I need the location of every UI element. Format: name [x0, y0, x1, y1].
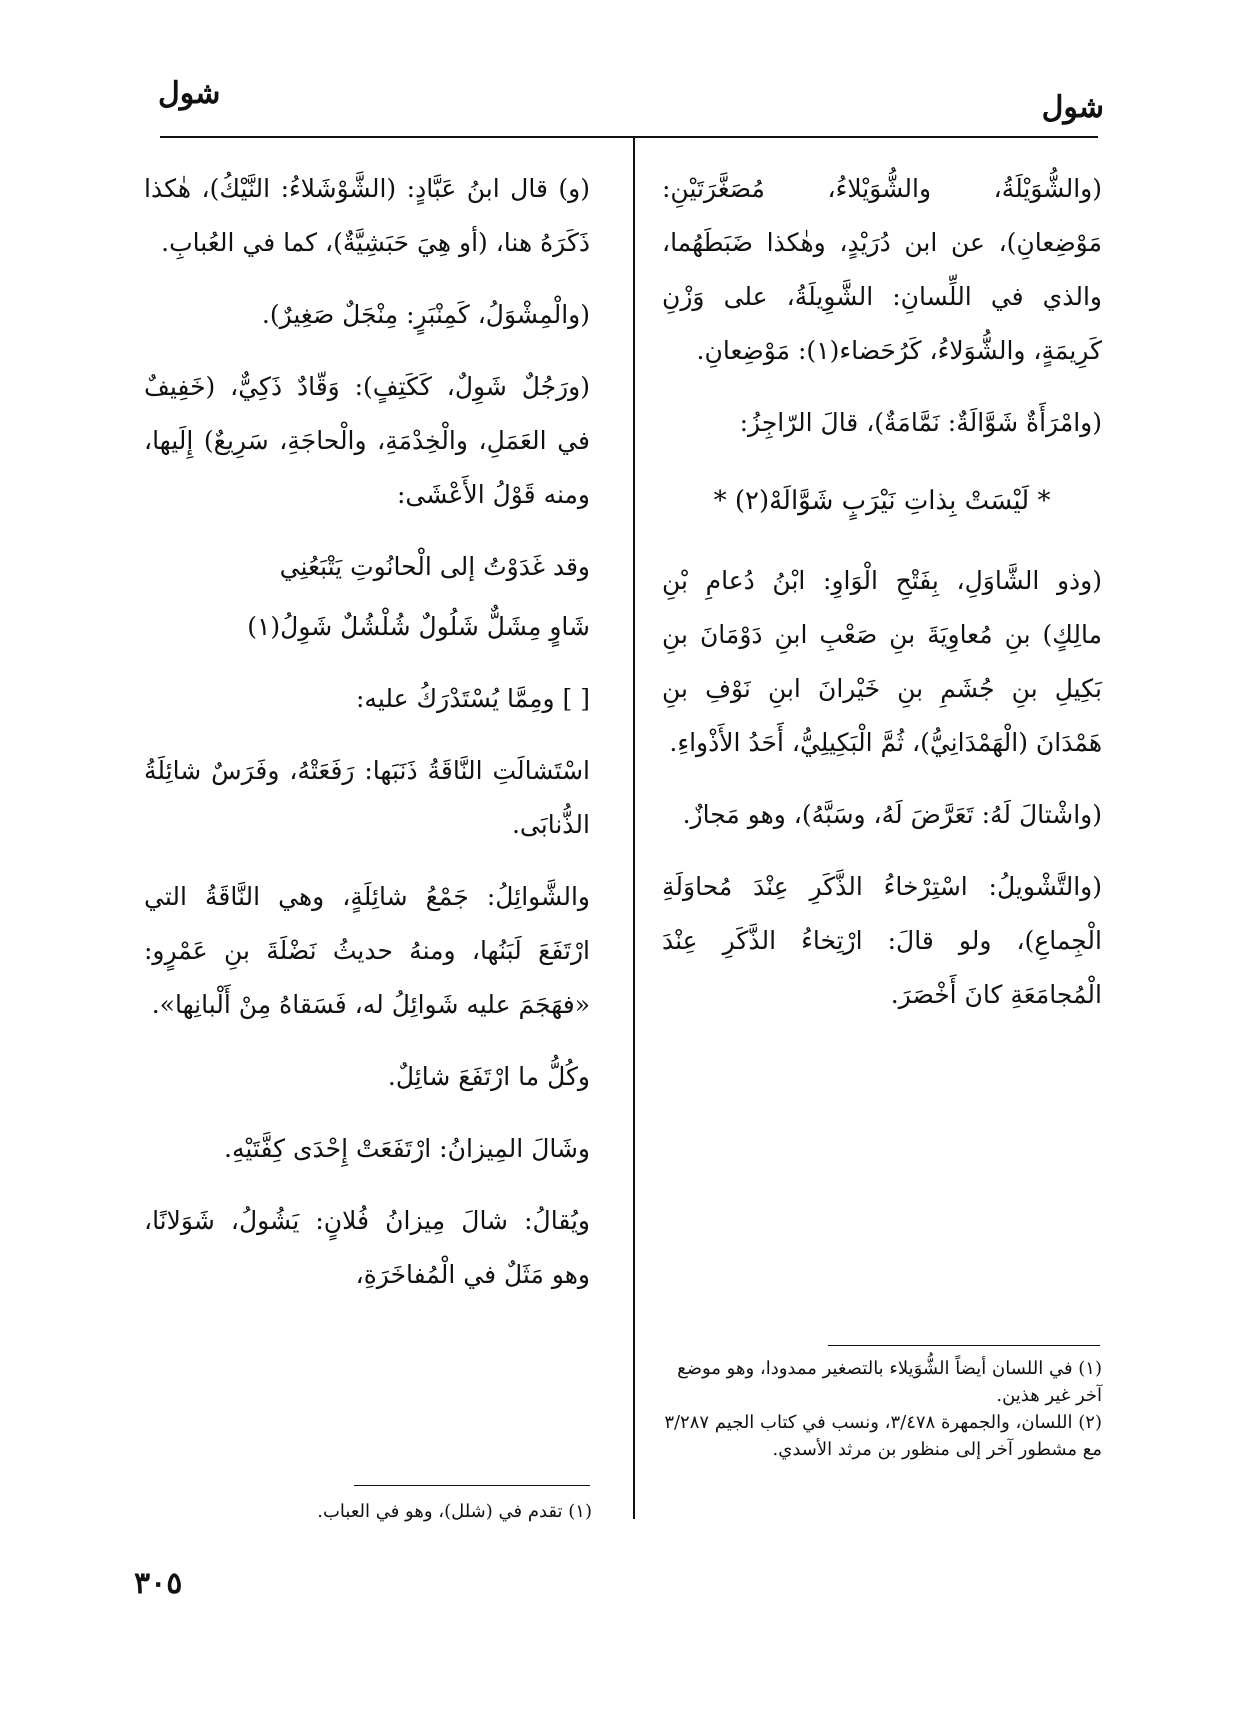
header-left-word: شول [158, 76, 221, 111]
entry-paragraph: وكُلُّ ما ارْتَفَعَ شائِلٌ. [387, 1062, 590, 1091]
entry-paragraph: (وذو الشَّاوَلِ، بِفَتْحِ الْوَاوِ: ابْنُ دُعامِ بْنِ مالِكٍ) بنِ مُعاوِيَةَ بنِ صَعْبِ ابنِ دَوْمَانَ بنِ بَكِيلِ بنِ جُشَمِ بنِ خَيْرانَ ابنِ نَوْفِ بنِ هَمْدَانَ (الْهَمْدَانِيُّ)، ثُمَّ الْبَكِيلِيُّ، أَحَدُ الأَذْواءِ. [662, 566, 1102, 757]
column-divider [633, 137, 635, 1519]
header-right-word: شول [1041, 90, 1104, 125]
footnote: (١) في اللسان أيضاً الشُّوَيلاء بالتصغير ممدودا، وهو موضع آخر غير هذين. [677, 1358, 1102, 1406]
footnote-rule [828, 1345, 1100, 1346]
footnote: (٢) اللسان، والجمهرة ٣/٤٧٨، ونسب في كتاب الجيم ٣/٢٨٧ مع مشطور آخر إلى منظور بن مرثد الأسدي. [664, 1412, 1102, 1460]
entry-paragraph: (والْمِشْوَلُ، كَمِنْبَرٍ: مِنْجَلٌ صَغِيرٌ). [261, 300, 590, 329]
footnote-rule [354, 1485, 590, 1486]
verse-line: وقد غَدَوْتُ إلى الْحانُوتِ يَتْبَعُنِي [279, 552, 590, 581]
entry-paragraph: (والشُّوَيْلَةُ، والشُّوَيْلاءُ، مُصَغَّرَتَيْنِ: مَوْضِعانِ)، عن ابن دُرَيْدٍ، وهٰكذا ضَبَطَهُما، والذي في اللِّسانِ: الشَّوِيلَةُ، على وَزْنِ كَرِيمَةٍ، والشُّوَلاءُ، كَرُحَضاء(١): مَوْضِعانِ. [662, 174, 1102, 365]
entry-paragraph: والشَّوائِلُ: جَمْعُ شائِلَةٍ، وهي النَّاقَةُ التي ارْتَفَعَ لَبَنُها، ومنهُ حديثُ نَضْلَةَ بنِ عَمْرٍو: «فهَجَمَ عليه شَوائِلُ له، فَسَقاهُ مِنْ أَلْبانِها». [144, 882, 590, 1019]
header-rule [160, 136, 1098, 138]
right-column [662, 162, 1102, 1040]
entry-paragraph: اسْتَشالَتِ النَّاقَةُ ذَنَبَها: رَفَعَتْهُ، وفَرَسٌ شائِلَةُ الذُّنابَى. [144, 756, 590, 839]
entry-paragraph: وشَالَ المِيزانُ: ارْتَفَعَتْ إِحْدَى كِفَّتَيْهِ. [224, 1134, 590, 1163]
verse-line: شَاوٍ مِشَلٌّ شَلُولٌ شُلْشُلٌ شَوِلُ(١) [247, 612, 590, 641]
entry-paragraph: (والتَّشْويلُ: اسْتِرْخاءُ الذَّكَرِ عِنْدَ مُحاوَلَةِ الْجِماعِ)، ولو قالَ: ارْتِخاءُ الذَّكَرِ عِنْدَ الْمُجامَعَةِ كانَ أَخْصَرَ. [662, 872, 1102, 1009]
footnote: (١) تقدم في (شلل)، وهو في العباب. [317, 1501, 592, 1522]
entry-paragraph: (ورَجُلٌ شَوِلٌ، كَكَتِفٍ): وَقّادٌ ذَكِيٌّ، (خَفِيفٌ في العَمَلِ، والْخِدْمَةِ، والْحاجَةِ، سَرِيعٌ) إِلَيها، ومنه قَوْلُ الأَعْشَى: [144, 372, 590, 509]
verse-line: * لَيْسَتْ بِذاتِ نَيْرَبٍ شَوَّالَهْ(٢) * [713, 486, 1051, 516]
left-column [144, 162, 590, 1320]
entry-paragraph: (واشْتالَ لَهُ: تَعَرَّضَ لَهُ، وسَبَّهُ)، وهو مَجازٌ. [682, 800, 1102, 829]
entry-paragraph: (و) قال ابنُ عَبَّادٍ: (الشَّوْشَلاءُ: النَّيْكُ)، هٰكذا ذَكَرَهُ هنا، (أو هِيَ حَبَشِيَّةٌ)، كما في العُبابِ. [144, 174, 590, 257]
footnotes-left [240, 1498, 592, 1525]
footnotes-right [660, 1355, 1102, 1463]
entry-paragraph: [ ] ومِمَّا يُسْتَدْرَكُ عليه: [356, 684, 590, 713]
entry-paragraph: (وامْرَأَةٌ شَوَّالَةٌ: نَمَّامَةٌ)، قالَ الرّاجِزُ: [739, 408, 1102, 437]
entry-paragraph: ويُقالُ: شالَ مِيزانُ فُلانٍ: يَشُولُ، شَوَلانًا، وهو مَثَلٌ في الْمُفاخَرَةِ، [144, 1206, 590, 1289]
page-number: ٣٠٥ [134, 1566, 183, 1601]
